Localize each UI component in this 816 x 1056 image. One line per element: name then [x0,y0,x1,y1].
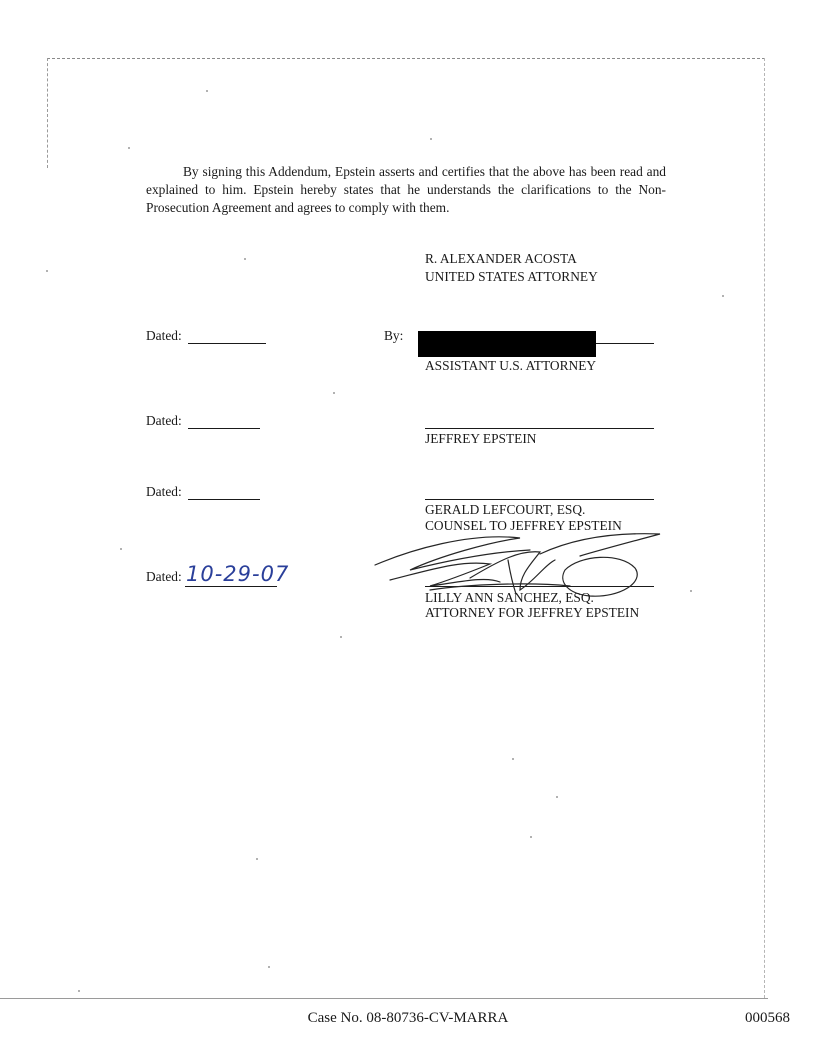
date-line [188,343,266,344]
scan-speck [333,392,335,394]
scan-speck [206,90,208,92]
handwritten-date: 10-29-07 [186,562,290,586]
dated-label: Dated: [146,328,182,343]
date-line [188,499,260,500]
scan-speck [722,295,724,297]
page-border-top [47,58,765,59]
scan-speck [256,858,258,860]
signer-name: JEFFREY EPSTEIN [425,431,537,446]
page-border-left [47,58,48,168]
scan-speck [430,138,432,140]
by-label: By: [384,328,404,343]
page-border-right [764,58,765,998]
case-number: Case No. 08-80736-CV-MARRA [307,1010,509,1026]
redaction-bar [418,331,596,357]
scan-speck [120,548,122,550]
signature-line [425,428,654,429]
scan-speck [556,796,558,798]
counsel-name: GERALD LEFCOURT, ESQ. [425,502,586,517]
scan-speck [530,836,532,838]
scan-speck [46,270,48,272]
scan-speck [128,147,130,149]
page-border-bottom [0,998,768,999]
attorney-name: LILLY ANN SANCHEZ, ESQ. [425,590,594,605]
scan-speck [512,758,514,760]
certification-paragraph: By signing this Addendum, Epstein asserts and certifies that the above has been read and explained to him. Epstein hereby states that he understands the clarifications to the Non-Prosecution Agreement and agrees to comply with them. [146,164,666,215]
bates-number: 000568 [745,1010,790,1026]
dated-label: Dated: [146,569,182,584]
scan-speck [78,990,80,992]
dated-label: Dated: [146,413,182,428]
scan-speck [268,966,270,968]
dated-label: Dated: [146,484,182,499]
scan-speck [244,258,246,260]
counsel-title: COUNSEL TO JEFFREY EPSTEIN [425,518,622,533]
ausa-title: ASSISTANT U.S. ATTORNEY [425,358,597,373]
attorney-title: ATTORNEY FOR JEFFREY EPSTEIN [425,605,640,620]
date-line [188,428,260,429]
scan-speck [340,636,342,638]
us-attorney-title: UNITED STATES ATTORNEY [425,269,598,284]
scan-speck [690,590,692,592]
us-attorney-name: R. ALEXANDER ACOSTA [425,251,577,266]
date-line [185,586,277,587]
signature-line [425,499,654,500]
